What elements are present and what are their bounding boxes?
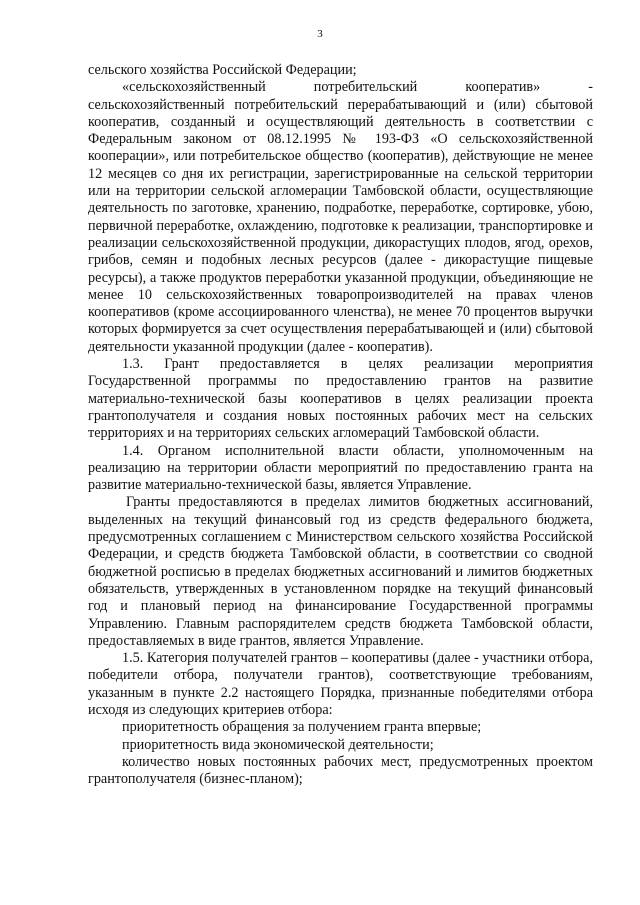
criterion-first-time: приоритетность обращения за получением гранта впервые; [122,719,482,736]
page-number: 3 [317,28,323,40]
paragraph-cooperative-definition: «сельскохозяйственный потребительский кооператив» - сельскохозяйственный потребительский перерабатывающий и (или) сбытовой кооператив, созданный и осуществляющий деятельность в соответствии с Федеральным законом от 08.12.1995 № 193-ФЗ «О сельскохозяйственной кооперации», или потребительское общество (кооператив), действующие не менее 12 месяцев со дня их регистрации, зарегистрированные на сельской территории или на территории сельской агломерации Тамбовской области, осуществляющие деятельность по заготовке, хранению, подработке, переработке, сортировке, убою, первичной переработке, охлаждению, подготовке к реализации, транспортировке и реализации сельскохозяйственной продукции, дикорастущих плодов, ягод, орехов, грибов, семян и подобных лесных ресурсов (далее - дикорастущие пищевые ресурсы), а также продуктов переработки указанной продукции, объединяющие не менее 10 сельскохозяйственных товаропроизводителей на правах членов кооперативов (кроме ассоциированного членства), не менее 70 процентов выручки которых формируется за счет осуществления перерабатывающей и (или) сбытовой деятельности указанной продукции (далее - кооператив). [88,79,593,355]
criterion-activity-type: приоритетность вида экономической деятельности; [122,736,434,753]
criterion-new-jobs: количество новых постоянных рабочих мест, предусмотренных проектом грантополучателя (бизнес-планом); [88,753,593,788]
paragraph-continuation: сельского хозяйства Российской Федерации; [88,62,357,78]
paragraph-1-5: 1.5. Категория получателей грантов – кооперативы (далее - участники отбора, победители отбора, получатели грантов), соответствующие требованиям, указанным в пункте 2.2 настоящего Порядка, признанные победителями отбора исходя из следующих критериев отбора: [88,650,593,718]
paragraph-1-4: 1.4. Органом исполнительной власти области, уполномоченным на реализацию на территории области мероприятий по предоставлению гранта на развитие материально-технической базы, является Управление. [88,442,593,494]
document-body [88,62,593,788]
paragraph-grants: Гранты предоставляются в пределах лимитов бюджетных ассигнований, выделенных на текущий финансовый год из средств федерального бюджета, предусмотренных соглашением с Министерством сельского хозяйства Российской Федерации, и средств бюджета Тамбовской области, в соответствии со сводной бюджетной росписью в пределах бюджетных ассигнований и лимитов бюджетных обязательств, утвержденных в установленном порядке на текущий финансовый год и плановый период на финансирование Государственной программы Управлению. Главным распорядителем средств бюджета Тамбовской области, предоставляемых в виде грантов, является Управление. [88,494,593,649]
paragraph-1-3: 1.3. Грант предоставляется в целях реализации мероприятия Государственной программы по предоставлению грантов на развитие материально-технической базы кооперативов в целях реализации проекта грантополучателя и создания новых постоянных рабочих мест на сельских территориях и на территориях сельских агломераций Тамбовской области. [88,356,593,442]
